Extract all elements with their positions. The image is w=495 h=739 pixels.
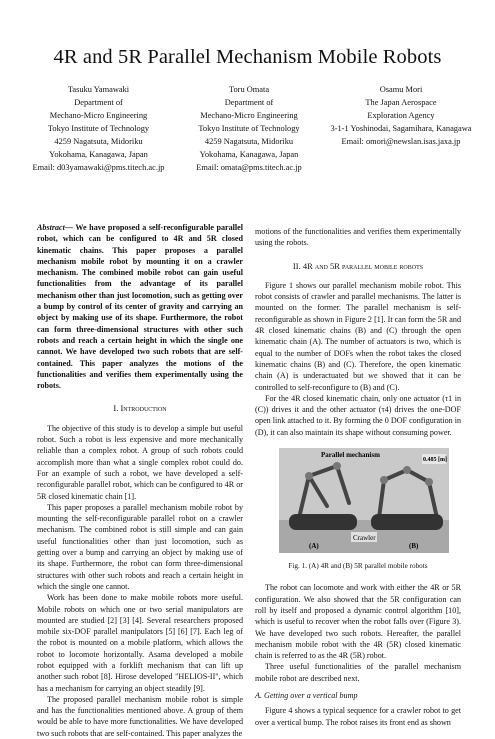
figure-caption: Fig. 1. (A) 4R and (B) 5R parallel mobile robots [288,562,428,571]
author-line: Yokohama, Kanagawa, Japan [199,150,299,159]
paragraph: For the 4R closed kinematic chain, only one actuator (τ1 in (C)) drives it and the other actuator (τ4) drives the one-DOF open link attached to it. By forming the 0 DOF configuration in (D), it can also maintain its shape without consuming power. [255,393,461,437]
paper-title: 4R and 5R Parallel Mechanism Mobile Robots [53,46,442,68]
author-line: The Japan Aerospace [365,98,437,107]
author-name: Tasuku Yamawaki [67,85,130,94]
author-line: 3-1-1 Yoshinodai, Sagamihara, Kanagawa [330,124,472,133]
author-email: Email: d03yamawaki@pms.titech.ac.jp [32,163,165,172]
author-line: Mechano-Micro Engineering [200,111,298,120]
label-crawler: Crawler [353,534,376,543]
author-email: Email: omori@newslan.isas.jaxa.jp [341,137,461,146]
left-column [37,222,243,739]
section-number: I. [113,403,119,414]
subsection-heading: A. Getting over a vertical bump [255,691,358,701]
section-title: Introduction [120,403,167,414]
author-block-2 [178,83,320,174]
abstract [37,222,243,391]
robot-photo [279,448,449,553]
author-email: Email: omata@pms.titech.ac.jp [196,163,302,172]
label-parallel-mechanism: Parallel mechanism [321,451,380,460]
abstract-text: — We have proposed a self-reconfigurable parallel robot, which can be configured to 4R and 5R closed kinematic chains. This paper proposes a parallel mechanism mobile robot by mounting it on a crawler mechanism. The combined mobile robot can gain useful functionalities from the advantage of its parallel mechanism other than just locomotion, such as getting over a bump by control of its center of gravity and carrying an object by making use of its shape. Furthermore, the robot can form three-dimensional structures with other such robots and reach a certain height in which the single one cannot. We have developed two such robots that are self-contained. This paper analyzes the motions of the functionalities and verifies them experimentally using the robots. [37,223,243,391]
author-line: Department of [224,98,274,107]
author-block-1 [30,83,167,174]
author-name: Osamu Mori [379,85,423,94]
section-heading-2 [255,261,461,272]
label-a: (A) [309,542,319,551]
author-line: Yokohama, Kanagawa, Japan [49,150,148,159]
crawler-left [289,514,357,530]
author-line: 4259 Nagatsuta, Midoriku [204,137,294,146]
author-line: Tokyo Institute of Technology [47,124,150,133]
abstract-label: Abstract [37,223,65,232]
author-line: Mechano-Micro Engineering [49,111,148,120]
section-title: 4R and 5R parallel mobile robots [302,260,424,271]
author-name: Toru Omata [228,85,270,94]
author-line: Tokyo Institute of Technology [198,124,300,133]
paragraph: Work has been done to make mobile robots more useful. Mobile robots on which one or two serial manipulators are mounted are studied [2] [3] [4]. Several researchers proposed mobile six-DOF parallel manipulators [5] [6] [7]. Each leg of the robot is mounted on a mobile platform, which allows the robot to locomote horizontally. Asama developed a mobile robot equipped with a forklift mechanism that can lift up another such robot [8]. Hirose developed "HELIOS-II", which has a mechanism for carrying an object steadily [9]. [37,593,243,693]
paragraph: The proposed parallel mechanism mobile robot is simple and has the functionalities mentioned above. A group of them would be able to have more functionalities. We have developed two such robots that are self-contained. This paper analyzes the [37,694,243,738]
section-heading-1 [37,403,243,414]
label-scale: 0.485 [m] [423,457,447,464]
author-line: 4259 Nagatsuta, Midoriku [54,137,143,146]
label-b: (B) [409,542,419,551]
section-number: II. [292,260,301,271]
paragraph: The robot can locomote and work with either the 4R or 5R configuration. We also showed that the 5R configuration can roll by itself and proposed a dynamic control algorithm [10], which is useful to recover when the robot falls over (Figure 3). We have developed two such robots. Hereafter, the parallel mechanism mobile robot with the 4R (5R) closed kinematic chain is referred to as the 4R (5R) robot. [255,583,461,661]
author-line: Exploration Agency [367,111,435,120]
paragraph: This paper proposes a parallel mechanism mobile robot by mounting the self-reconfigurable parallel robot on a crawler mechanism. The combined robot is still simple and can gain useful functionalities other than just locomotion, such as getting over a bump and carrying an object by making use of its shape. Furthermore, the robot can form three-dimensional structures with other such robots and reach a certain height in which the single one cannot. [37,502,243,591]
crawler-right [371,514,443,530]
paragraph: The objective of this study is to develop a simple but useful robot. Such a robot is less expensive and more mechanically reliable than a complex robot. A group of such robots could accomplish more than what a single complex robot could do. For an example of such a robot, we have developed a self-reconfigurable parallel robot, which can be configured to 4R or 5R closed kinematic chain [1]. [37,423,243,501]
paragraph: motions of the functionalities and verifies them experimentally using the robots. [255,227,461,248]
paragraph: Figure 1 shows our parallel mechanism mobile robot. This robot consists of crawler and parallel mechanisms. The latter is mounted on the former. The parallel mechanism is self-reconfigurable as shown in Figure 2 [1]. It can form the 5R and 4R closed kinematic chains (B) and (C) through the open kinematic chain (A). The number of actuators is two, which is equal to the number of DOFs when the robot takes the closed kinematic chains (B) and (C). Therefore, the open kinematic chain (A) is underactuated but we showed that it can be controlled to self-reconfigure to (B) and (C). [255,280,461,392]
right-column [255,226,461,728]
figure-1 [255,448,461,558]
paragraph: Three useful functionalities of the parallel mechanism mobile robot are described next. [255,662,461,683]
author-block-3 [326,83,476,148]
paragraph: Figure 4 shows a typical sequence for a crawler robot to get over a vertical bump. The robot raises its front end as shown [255,706,461,727]
author-line: Department of [74,98,123,107]
